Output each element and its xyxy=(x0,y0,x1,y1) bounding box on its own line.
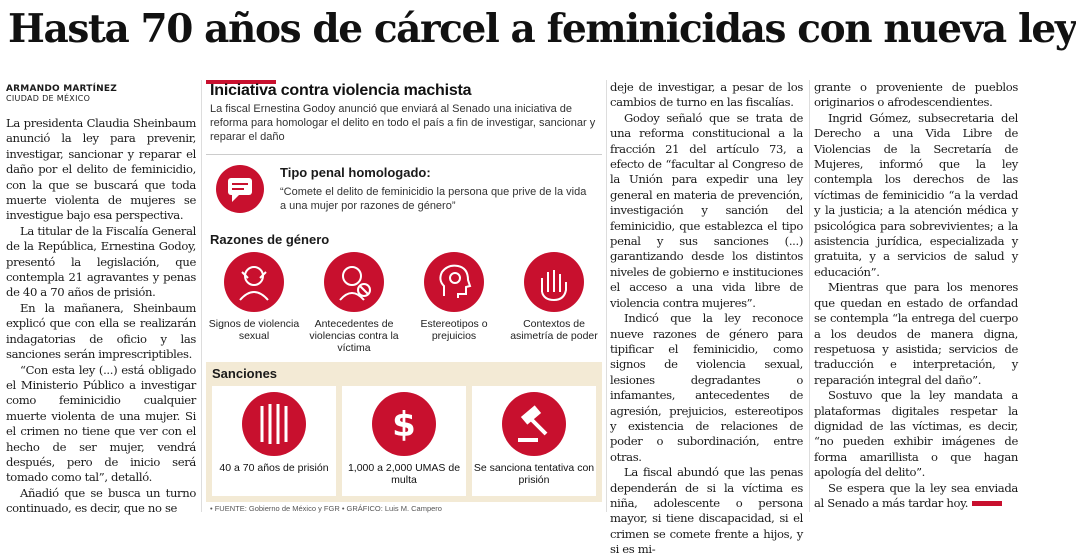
tipo-penal-text: “Comete el delito de feminicidio la persona que prive de la vida a una mujer por razones de género” xyxy=(280,186,587,212)
razon-item xyxy=(406,252,502,342)
sancion-item xyxy=(472,386,596,496)
closing-text: Se espera que la ley sea enviada al Senado a más tardar hoy. xyxy=(814,480,1018,510)
paragraph: Mientras que para los menores que quedan en estado de orfandad se contempla “la entrega del cuerpo a los deudos de manera digna, respetuosa y asistida; servicios de traducción e interpretación, y reparación integral del daño”. xyxy=(814,280,1018,387)
prison-bars-icon xyxy=(242,392,306,456)
sanciones-heading: Sanciones xyxy=(212,366,278,381)
razon-item xyxy=(306,252,402,354)
infographic-source: • FUENTE: Gobierno de México y FGR • GRÁFICO: Luis M. Campero xyxy=(210,504,442,513)
headline: Hasta 70 años de cárcel a feminicidas con nueva ley xyxy=(8,6,1076,52)
paragraph: La presidenta Claudia Sheinbaum anunció la ley para prevenir, investigar, sancionar y reparar el daño por el delito de feminicidio, con la que se buscará que toda muerte violenta de mujeres se investigue bajo esa perspectiva. xyxy=(6,116,196,223)
paragraph: Ingrid Gómez, subsecretaria del Derecho a una Vida Libre de Violencias de la Secretaría de Mujeres, informó que la ley contempla los derechos de las víctimas de feminicidio “a la verdad y la justicia; a la atención médica y psicológica para sobrevivientes; a la asistencia jurídica, especializada y gratuita, y a servicios de salud y educación”. xyxy=(814,110,1018,279)
sancion-label: 40 a 70 años de prisión xyxy=(219,462,329,474)
paragraph: grante o proveniente de pueblos originarios o afrodescendientes. xyxy=(814,80,1018,110)
sancion-label: Se sanciona tentativa con prisión xyxy=(473,462,595,486)
infographic-intro: La fiscal Ernestina Godoy anunció que enviará al Senado una iniciativa de reforma para homologar el delito en todo el país a fin de investigar, sancionar y reparar el daño xyxy=(210,103,596,143)
paragraph: Sostuvo que la ley mandata a plataformas digitales respetar la dignidad de las víctimas, es decir, “no pueden exhibir imágenes de forma amarillista o que hagan apología del delito”. xyxy=(814,388,1018,480)
speech-bubble-icon xyxy=(216,165,264,213)
razon-item xyxy=(506,252,602,342)
gavel-icon xyxy=(502,392,566,456)
woman-distress-icon xyxy=(224,252,284,312)
article-column-4 xyxy=(814,80,1018,511)
head-gear-icon xyxy=(424,252,484,312)
infographic xyxy=(206,80,602,516)
sancion-item xyxy=(342,386,466,496)
tipo-penal-heading: Tipo penal homologado: xyxy=(280,165,431,180)
sancion-item xyxy=(212,386,336,496)
paragraph: La titular de la Fiscalía General de la República, Ernestina Godoy, presentó la legislación, que contempla 21 agravantes y penas de 40 a 70 años de prisión. xyxy=(6,223,196,300)
paragraph: “Con esta ley (...) está obligado el Ministerio Público a investigar como feminicidio cualquier muerte violenta de una mujer. Si el crimen no tiene que ver con el hecho de ser mujer, vendrá después, pero de inicio será tomado como tal”, detalló. xyxy=(6,362,196,485)
paragraph: La fiscal abundó que las penas dependerán de si la víctima es niña, adolescente o persona mayor, si tiene discapacidad, si el crimen se comete frente a hijos, y si es mi- xyxy=(610,465,803,557)
paragraph: Añadió que se busca un turno continuado, es decir, que no se xyxy=(6,485,196,516)
razon-label: Contextos de asimetría de poder xyxy=(510,318,598,342)
end-mark xyxy=(972,501,1002,506)
article-column-1 xyxy=(6,116,196,517)
column-divider xyxy=(809,80,810,512)
money-icon xyxy=(372,392,436,456)
paragraph: En la mañanera, Sheinbaum explicó que con ella se realizarán indagatorias de oficio y las sanciones serán imprescriptibles. xyxy=(6,300,196,362)
razon-label: Signos de violencia sexual xyxy=(208,318,300,342)
svg-text:$: $ xyxy=(392,405,416,445)
byline xyxy=(6,84,117,103)
razon-label: Estereotipos o prejuicios xyxy=(420,318,488,342)
paragraph xyxy=(814,481,1018,512)
infographic-title: Iniciativa contra violencia machista xyxy=(210,82,472,99)
hand-grab-icon xyxy=(524,252,584,312)
author-name: ARMANDO MARTÍNEZ xyxy=(6,84,117,94)
paragraph: Indicó que la ley reconoce nueve razones de género para tipificar el feminicidio, como signos de violencia sexual, lesiones degradantes o infamantes, antecedentes de agresión, prejuicios, estereotipos y existencia de relaciones de poder o subordinación, entre otras. xyxy=(610,311,803,464)
column-divider xyxy=(606,80,607,512)
woman-bruised-icon xyxy=(324,252,384,312)
sanciones-panel xyxy=(206,362,602,502)
razon-label: Antecedentes de violencias contra la víctima xyxy=(309,318,399,354)
razon-item xyxy=(206,252,302,342)
paragraph: Godoy señaló que se trata de una reforma constitucional a la fracción 21 del artículo 73, a efecto de “facultar al Congreso de la Unión para expedir una ley general en materia de prevención, investigación y sanción del feminicidio, que establezca el tipo penal y sus sanciones (...) garantizando desde los distintos niveles de gobierno e instituciones el acceso a una vida libre de violencia contra mujeres”. xyxy=(610,110,803,310)
razones-heading: Razones de género xyxy=(210,232,330,247)
paragraph: deje de investigar, a pesar de los cambios de turno en las fiscalías. xyxy=(610,80,803,110)
tipo-penal-box xyxy=(206,154,602,224)
dateline-city: CIUDAD DE MÉXICO xyxy=(6,94,91,103)
article-column-3 xyxy=(610,80,803,558)
column-divider xyxy=(201,80,202,512)
sancion-label: 1,000 a 2,000 UMAS de multa xyxy=(347,462,461,486)
razones-list xyxy=(206,252,602,362)
